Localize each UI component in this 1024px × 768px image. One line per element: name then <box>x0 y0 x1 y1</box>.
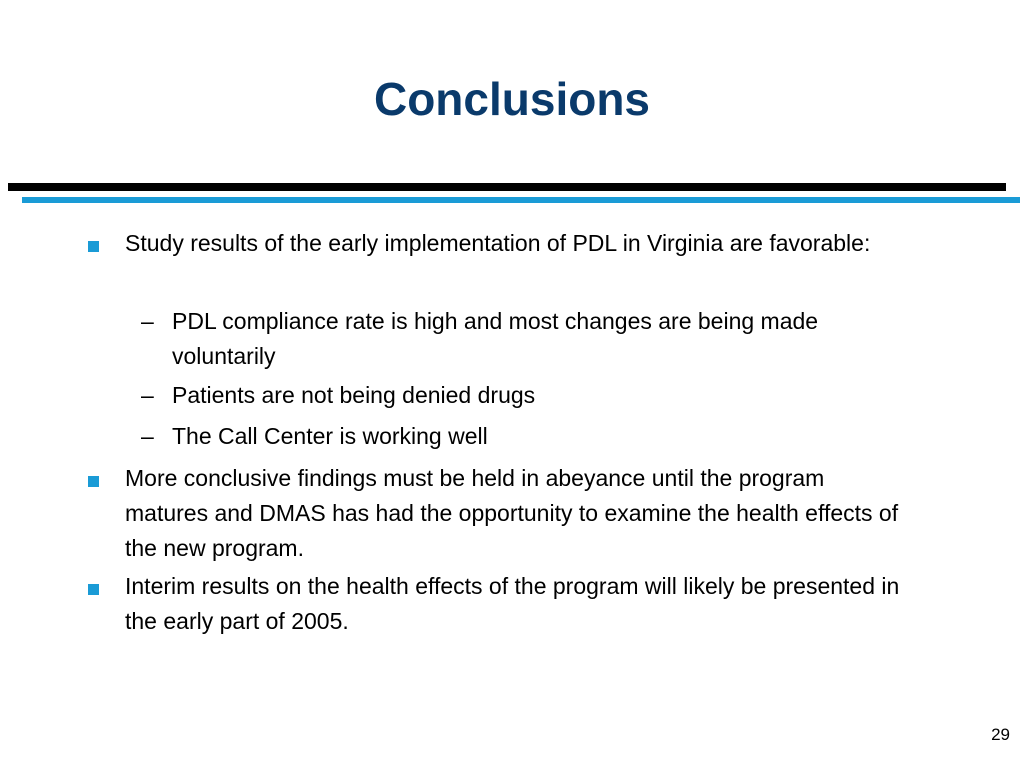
dash-bullet-icon: – <box>141 308 154 334</box>
bullet-text: More conclusive findings must be held in abeyance until the program matures and DMAS has had the opportunity to examine the health effects of the new program. <box>125 465 899 561</box>
sub-bullet-item <box>141 419 932 454</box>
bullet-item <box>125 461 905 566</box>
square-bullet-icon <box>88 584 99 595</box>
title-divider-blue <box>22 197 1020 203</box>
sub-bullet-text: Patients are not being denied drugs <box>172 382 536 408</box>
sub-bullet-item <box>141 304 912 374</box>
title-divider-black <box>8 183 1006 191</box>
sub-bullet-text: PDL compliance rate is high and most changes are being made voluntarily <box>172 308 819 369</box>
bullet-item <box>125 226 945 261</box>
dash-bullet-icon: – <box>141 382 154 408</box>
sub-bullet-item <box>141 378 932 413</box>
slide-title: Conclusions <box>373 73 651 125</box>
page-number: 29 <box>991 725 1010 744</box>
dash-bullet-icon: – <box>141 423 154 449</box>
square-bullet-icon <box>88 476 99 487</box>
bullet-item <box>125 569 935 639</box>
square-bullet-icon <box>88 241 99 252</box>
bullet-text: Interim results on the health effects of the program will likely be presented in the early part of 2005. <box>125 573 900 634</box>
bullet-text: Study results of the early implementation of PDL in Virginia are favorable: <box>125 230 871 256</box>
sub-bullet-text: The Call Center is working well <box>172 423 488 449</box>
